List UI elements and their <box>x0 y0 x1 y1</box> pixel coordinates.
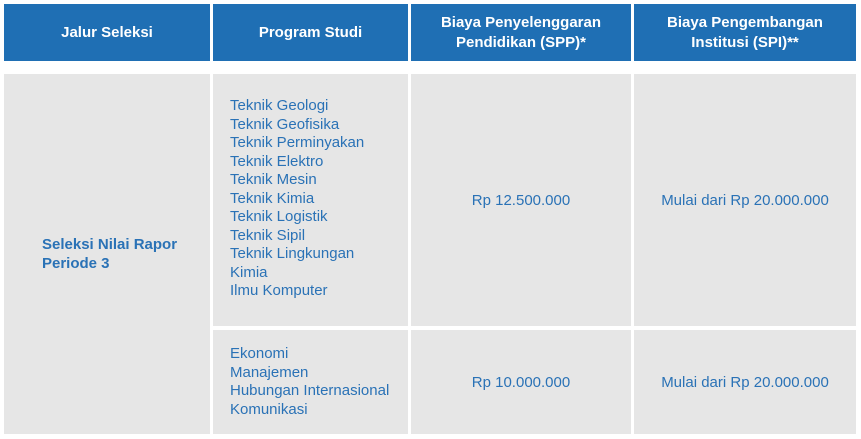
program-item: Teknik Kimia <box>230 189 315 207</box>
header-spi-label: Biaya Pengembangan Institusi (SPI)** <box>667 13 823 51</box>
program-item: Teknik Perminyakan <box>230 134 365 151</box>
header-spi <box>634 4 856 61</box>
header-jalur-seleksi-label: Jalur Seleksi <box>61 23 153 41</box>
spi-value-1: Mulai dari Rp 20.000.000 <box>661 191 829 209</box>
header-spp <box>411 4 631 61</box>
header-jalur-seleksi <box>4 4 210 61</box>
program-list-2 <box>230 345 408 419</box>
jalur-seleksi-cell <box>4 74 210 434</box>
program-list-1 <box>230 97 408 301</box>
program-item: Teknik Mesin <box>230 171 317 188</box>
program-item: Kimia <box>230 263 268 281</box>
program-item: Teknik Geologi <box>230 97 329 114</box>
program-item: Manajemen <box>230 363 309 381</box>
spp-value-1: Rp 12.500.000 <box>471 191 571 209</box>
program-item: Teknik Geofisika <box>230 115 340 133</box>
header-program-studi <box>213 4 408 61</box>
program-item: Teknik Logistik <box>230 208 328 225</box>
program-item: Teknik Lingkungan <box>230 245 355 262</box>
header-spp-label: Biaya Penyelenggaran Pendidikan (SPP)* <box>440 13 602 51</box>
program-item: Teknik Elektro <box>230 152 324 170</box>
program-studi-cell-2 <box>213 330 408 434</box>
program-studi-cell-1 <box>213 74 408 326</box>
spp-value-2: Rp 10.000.000 <box>471 373 571 391</box>
spi-value-2: Mulai dari Rp 20.000.000 <box>661 373 829 391</box>
program-item: Komunikasi <box>230 400 308 418</box>
spi-cell-1 <box>634 74 856 326</box>
program-item: Ilmu Komputer <box>230 282 328 299</box>
program-item: Ekonomi <box>230 345 289 362</box>
header-program-studi-label: Program Studi <box>258 23 363 41</box>
jalur-seleksi-value: Seleksi Nilai Rapor Periode 3 <box>42 236 178 272</box>
spi-cell-2 <box>634 330 856 434</box>
program-item: Teknik Sipil <box>230 226 306 244</box>
spp-cell-1 <box>411 74 631 326</box>
spp-cell-2 <box>411 330 631 434</box>
program-item: Hubungan Internasional <box>230 382 390 399</box>
